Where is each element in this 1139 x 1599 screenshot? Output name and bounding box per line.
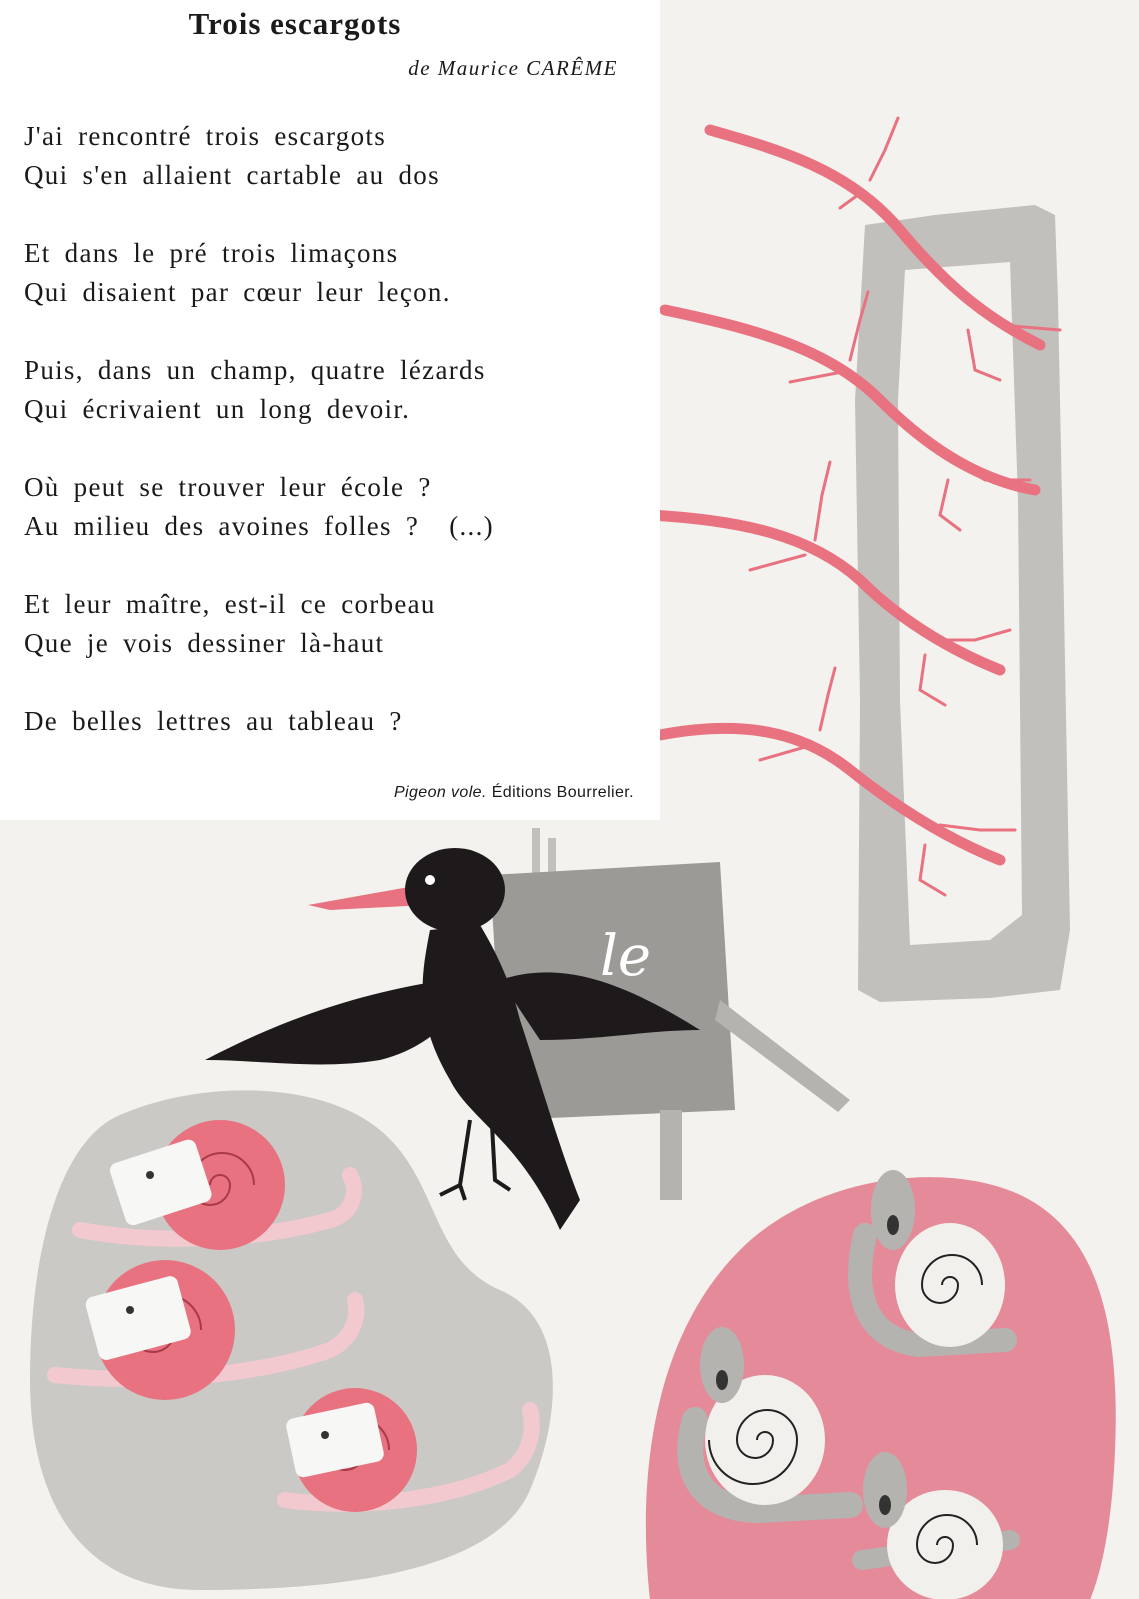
source-publisher: Éditions Bourrelier. [491,784,634,801]
poem-body [24,117,644,780]
stanza [24,585,644,663]
poem-line: De belles lettres au tableau ? [24,706,403,736]
stanza [24,702,644,741]
omission-mark: (...) [449,511,494,541]
poem-line: Où peut se trouver leur école ? [24,472,432,502]
stanza [24,234,644,312]
poem-panel [0,0,660,820]
poem-line [24,507,644,546]
poem-line: Et leur maître, est-il ce corbeau [24,589,436,619]
poem-author: de Maurice CARÊME [408,56,618,80]
source-work: Pigeon vole. [393,784,487,801]
source-credit [394,784,634,802]
poem-title: Trois escargots [188,6,402,41]
poem-line: Puis, dans un champ, quatre lézards [24,355,486,385]
stanza [24,117,644,195]
stanza [24,468,644,546]
poem-line-text: Au milieu des avoines folles ? [24,511,420,541]
poem-line: Qui s'en allaient cartable au dos [24,160,440,190]
poem-line: J'ai rencontré trois escargots [24,121,387,151]
stanza [24,351,644,429]
poem-line: Et dans le pré trois limaçons [24,238,399,268]
blackboard-text: le [600,924,652,989]
poem-line: Que je vois dessiner là-haut [24,628,385,658]
poem-line: Qui disaient par cœur leur leçon. [24,277,451,307]
poem-line: Qui écrivaient un long devoir. [24,394,411,424]
